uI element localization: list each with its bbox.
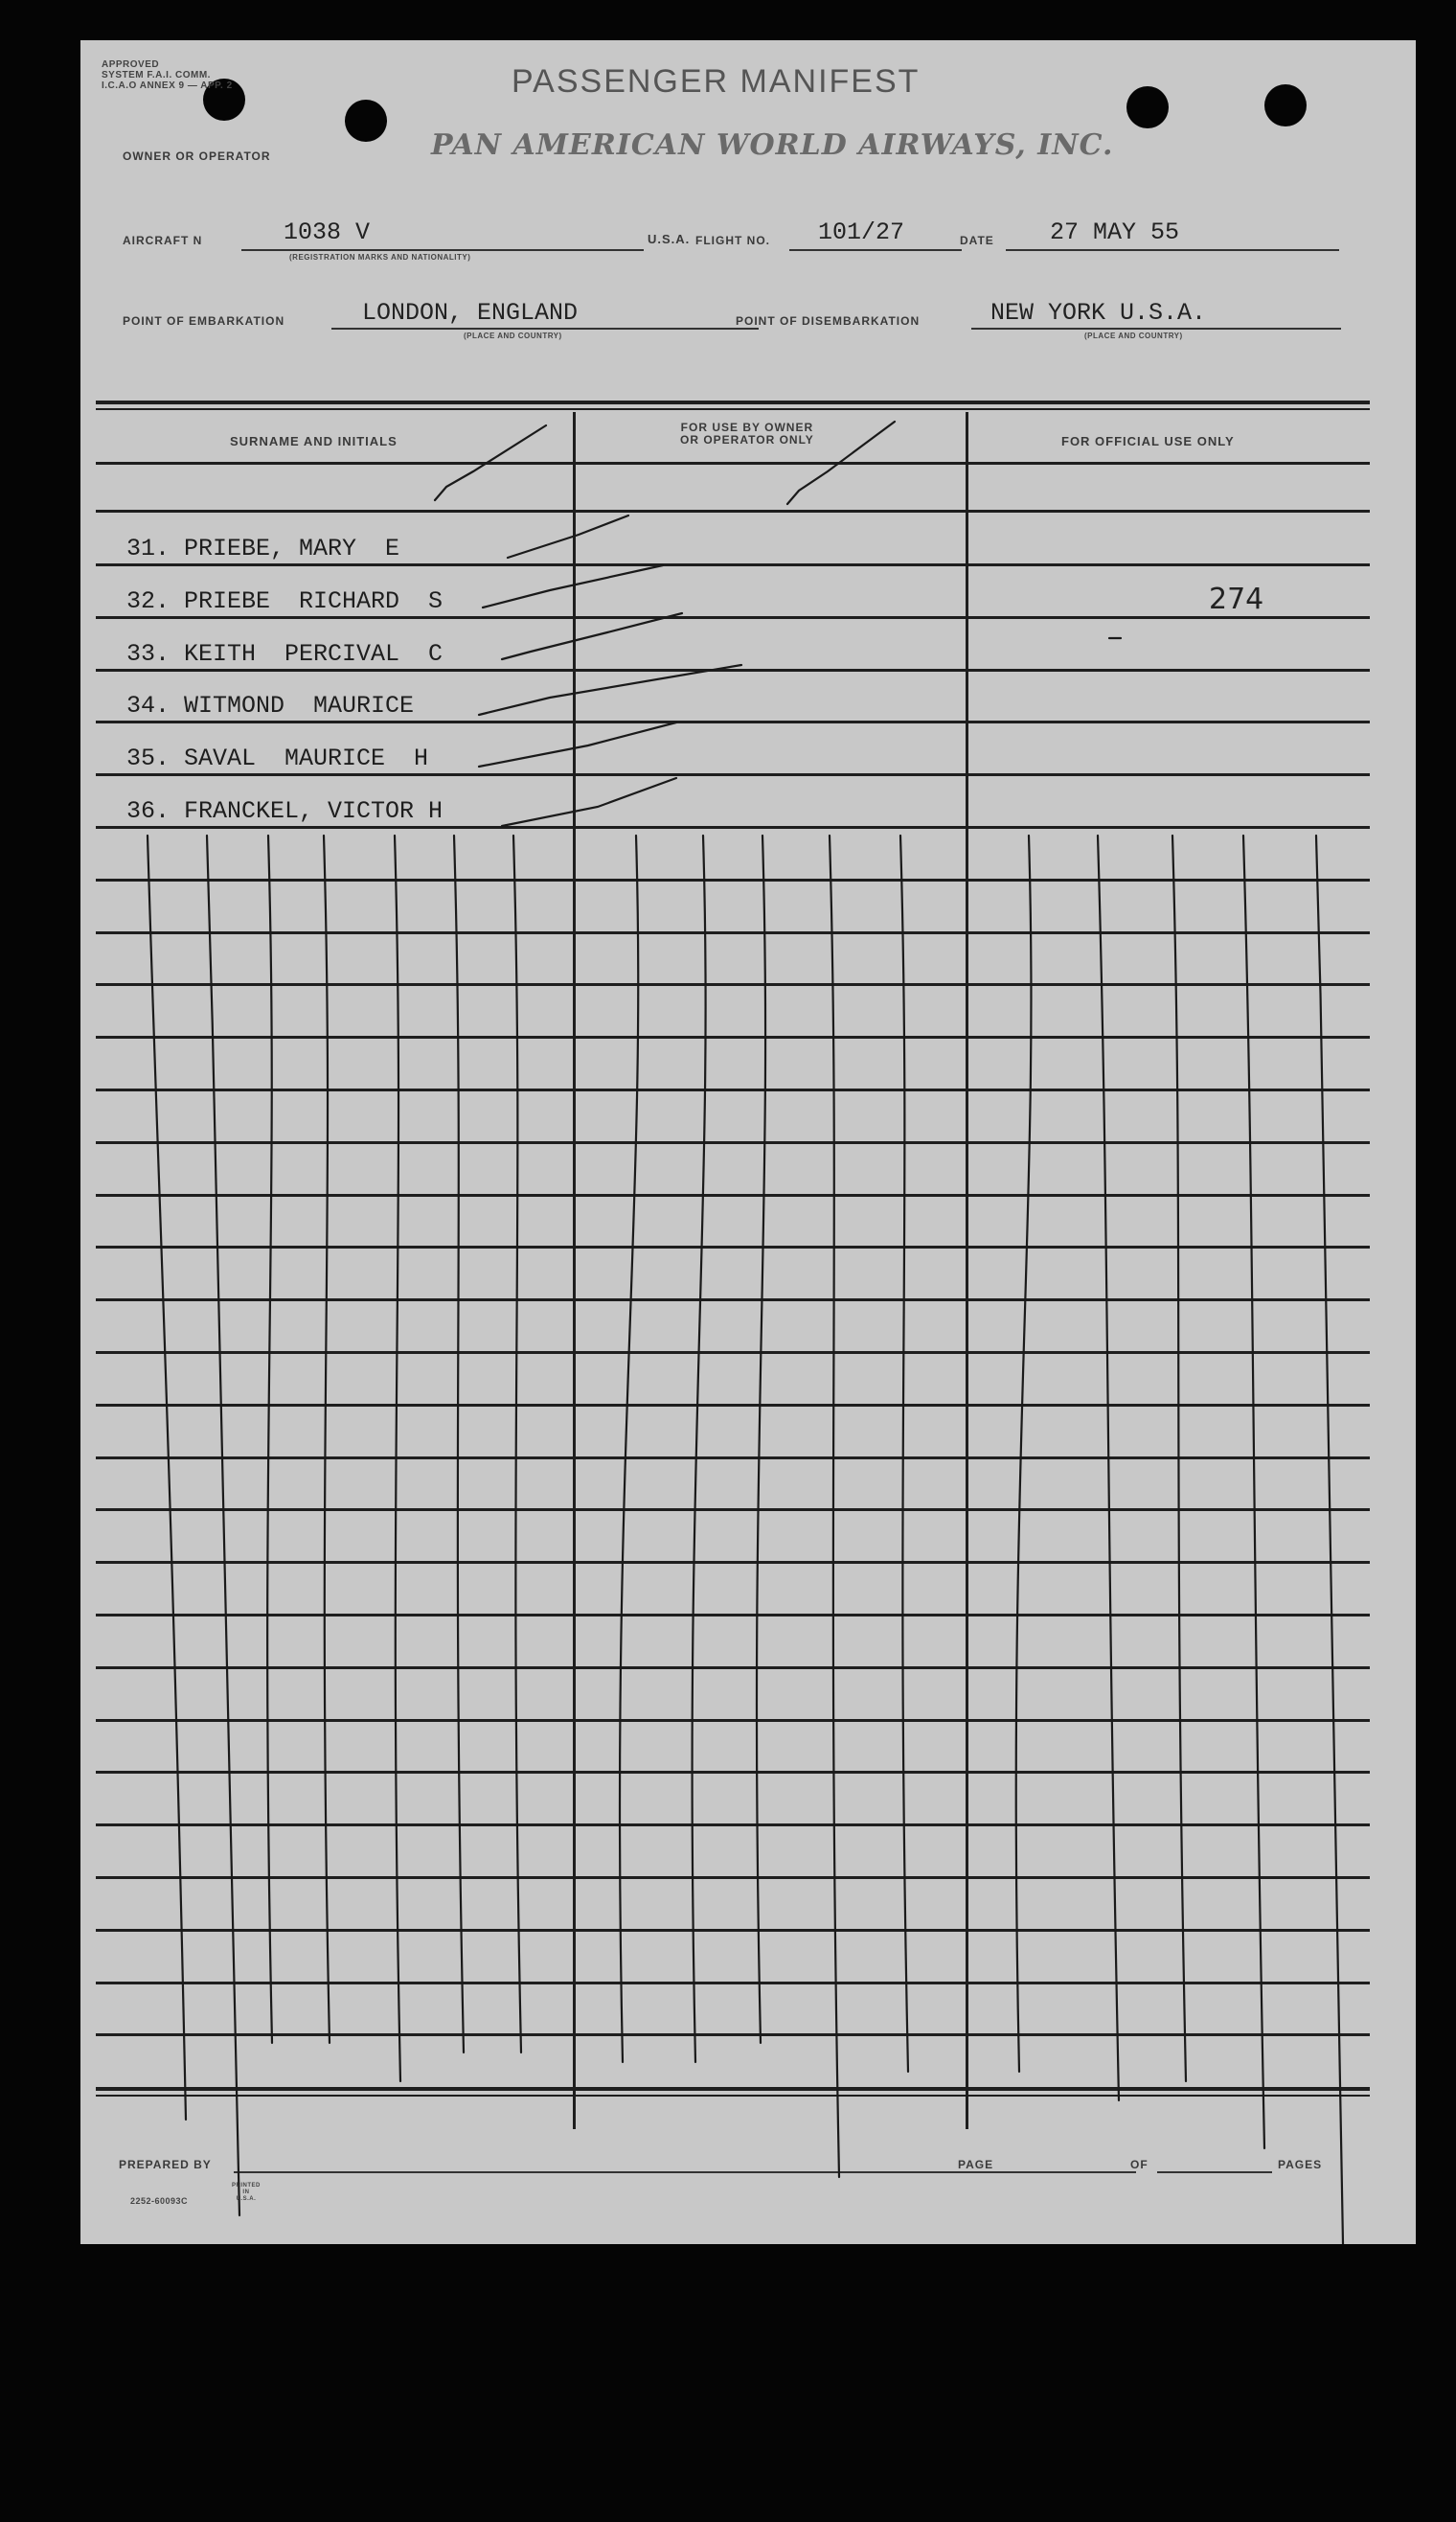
ditto-line <box>1172 836 1186 2081</box>
ditto-line <box>757 836 765 2043</box>
pages-label: PAGES <box>1278 2158 1323 2171</box>
prepared-by-label: PREPARED BY <box>119 2158 212 2171</box>
ditto-line <box>1098 836 1119 2100</box>
page-label: PAGE <box>958 2158 994 2171</box>
disembark-caption: (PLACE AND COUNTRY) <box>1084 332 1183 340</box>
embark-caption: (PLACE AND COUNTRY) <box>464 332 562 340</box>
official-note: 274 <box>1209 583 1264 616</box>
ditto-line <box>830 836 839 2177</box>
owner-label: OWNER OR OPERATOR <box>123 149 271 163</box>
passenger-entry: 34. WITMOND MAURICE <box>126 692 415 721</box>
tick-mark <box>508 516 628 558</box>
aircraft-value: 1038 V <box>284 218 371 246</box>
date-value: 27 MAY 55 <box>1050 218 1180 246</box>
form-number: 2252-60093C <box>130 2196 189 2206</box>
tick-mark <box>502 778 676 826</box>
flight-value: 101/27 <box>818 218 905 246</box>
printed-line: U.S.A. <box>236 2196 257 2202</box>
column-header-official-use: FOR OFFICIAL USE ONLY <box>1061 434 1235 448</box>
embark-value: LONDON, ENGLAND <box>362 299 579 327</box>
aircraft-label: AIRCRAFT N <box>123 234 203 247</box>
passenger-entry: 36. FRANCKEL, VICTOR H <box>126 797 444 825</box>
ditto-line <box>1243 836 1264 2148</box>
printed-line: IN <box>242 2190 250 2195</box>
embark-label: POINT OF EMBARKATION <box>123 314 285 328</box>
owner-use-line: FOR USE BY OWNER <box>680 421 814 434</box>
manifest-form <box>80 40 1416 2244</box>
pen-marks <box>80 40 1416 2244</box>
ditto-line <box>207 836 239 2215</box>
approval-line: APPROVED <box>102 59 160 70</box>
ditto-line <box>148 836 186 2120</box>
date-label: DATE <box>960 234 994 247</box>
ditto-line <box>395 836 400 2081</box>
passenger-entry: 33. KEITH PERCIVAL C <box>126 639 444 668</box>
ditto-line <box>513 836 521 2052</box>
disembark-value: NEW YORK U.S.A. <box>990 299 1207 327</box>
owner-name: PAN AMERICAN WORLD AIRWAYS, INC. <box>431 128 1114 162</box>
passenger-entry: 31. PRIEBE, MARY E <box>126 535 400 562</box>
ditto-line <box>454 836 464 2052</box>
printed-line: PRINTED <box>232 2183 261 2189</box>
ditto-line <box>900 836 908 2072</box>
passenger-entry: 35. SAVAL MAURICE H <box>126 745 429 773</box>
tick-mark <box>479 722 676 767</box>
flight-label: FLIGHT NO. <box>695 234 770 247</box>
check-mark <box>435 425 546 500</box>
approval-line: I.C.A.O ANNEX 9 — APP. 2 <box>102 80 233 91</box>
ditto-line <box>1316 836 1343 2244</box>
column-header-surname: SURNAME AND INITIALS <box>230 434 398 448</box>
of-label: OF <box>1130 2158 1149 2171</box>
owner-use-line: OR OPERATOR ONLY <box>680 433 814 447</box>
ditto-line <box>693 836 706 2062</box>
disembark-label: POINT OF DISEMBARKATION <box>736 314 921 328</box>
ditto-line <box>324 836 330 2043</box>
ditto-line <box>1016 836 1032 2072</box>
passenger-entry: 32. PRIEBE RICHARD S <box>126 586 444 615</box>
approval-line: SYSTEM F.A.I. COMM. <box>102 70 211 80</box>
ditto-line <box>267 836 272 2043</box>
tick-mark <box>502 613 682 659</box>
ditto-line <box>620 836 638 2062</box>
check-mark <box>787 422 895 504</box>
usa-label: U.S.A. <box>648 232 691 246</box>
registration-caption: (REGISTRATION MARKS AND NATIONALITY) <box>289 253 471 262</box>
tick-mark <box>479 665 741 715</box>
form-title: PASSENGER MANIFEST <box>512 63 921 100</box>
tick-mark <box>483 565 663 608</box>
